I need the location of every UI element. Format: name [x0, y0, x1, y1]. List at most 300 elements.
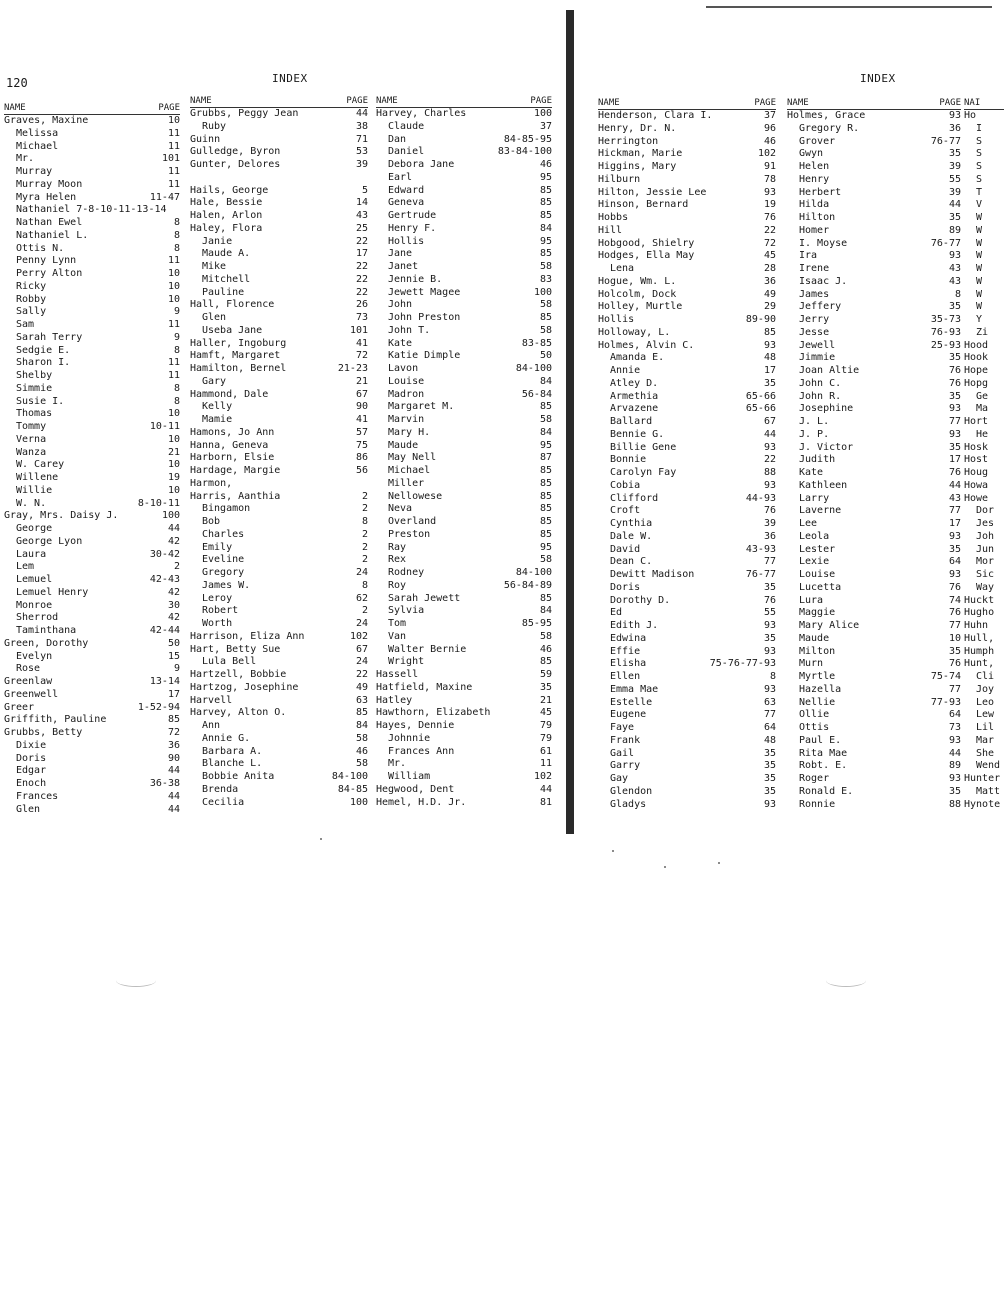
entry-page: 93 [763, 683, 776, 695]
index-entry [598, 378, 776, 391]
entry-name: Hanna, Geneva [190, 439, 269, 451]
index-entry [598, 148, 776, 161]
entry-page: 35 [763, 632, 776, 644]
entry-name: Louise [799, 569, 836, 580]
index-entry [4, 115, 180, 128]
index-entry [4, 357, 180, 370]
entry-name: Nathan Ewel [16, 217, 83, 228]
entry-page: 75-74 [930, 671, 961, 682]
entry-page: 85 [167, 714, 180, 726]
entry-page: 10 [167, 268, 180, 279]
index-entry [190, 248, 368, 261]
index-entry [787, 786, 961, 799]
index-entry [190, 338, 368, 351]
entry-name: Bingamon [202, 503, 251, 515]
entry-page: 26 [355, 299, 368, 311]
entry-name: Mary H. [388, 426, 431, 438]
entry-page: 71 [355, 133, 368, 145]
entry-name: Dorothy D. [610, 594, 671, 606]
entry-name: Homer [799, 224, 830, 236]
index-entry [964, 301, 1004, 314]
entry-name: George [16, 523, 53, 534]
entry-page [1000, 365, 1004, 378]
entry-page [1000, 289, 1004, 302]
entry-page: 84 [539, 605, 552, 617]
entry-page: 93 [948, 530, 961, 542]
index-entry [376, 134, 552, 147]
index-entry [376, 350, 552, 363]
entry-page: 9 [173, 306, 180, 318]
index-entry [190, 440, 368, 453]
entry-name: Holcolm, Dock [598, 288, 677, 300]
entry-name: Helen [799, 161, 830, 172]
entry-name: Myrtle [799, 671, 836, 682]
entry-page: 85 [539, 592, 552, 604]
index-entry [964, 250, 1004, 263]
entry-name: Grubbs, Peggy Jean [190, 108, 299, 119]
index-entry [4, 727, 180, 740]
speck [718, 862, 720, 864]
entry-name: Hunt, [964, 658, 995, 670]
entry-name: Lil [976, 722, 995, 733]
entry-name: Katie Dimple [388, 350, 461, 362]
index-entry [4, 740, 180, 753]
index-entry [787, 799, 961, 812]
entry-name: Ronald E. [799, 785, 854, 797]
index-entry [964, 123, 1004, 136]
entry-page: 35 [763, 747, 776, 759]
index-entry [964, 760, 1004, 773]
entry-page: 77 [948, 683, 961, 695]
entry-name: Hails, George [190, 184, 269, 196]
entry-name: Hartzog, Josephine [190, 681, 299, 693]
entry-page: 84 [539, 222, 552, 234]
punch-hole-mark [826, 974, 866, 987]
entry-name: S [976, 148, 983, 160]
index-entry [376, 478, 552, 491]
entry-name: Monroe [16, 599, 53, 611]
entry-name: Haller, Ingoburg [190, 337, 287, 349]
entry-name: Perry Alton [16, 268, 83, 279]
index-entry [964, 314, 1004, 327]
entry-name: Gunter, Delores [190, 159, 281, 170]
entry-page: 85 [539, 197, 552, 209]
entry-name: Effie [610, 645, 641, 657]
entry-page: 102 [757, 148, 776, 160]
entry-name: Milton [799, 645, 836, 657]
index-entry [787, 735, 961, 748]
entry-name: Maude [388, 439, 419, 451]
entry-name: Gladys [610, 798, 647, 810]
index-entry [598, 454, 776, 467]
entry-name: Holmes, Alvin C. [598, 339, 695, 351]
entry-page: 79 [539, 720, 552, 731]
entry-page [1000, 199, 1004, 212]
entry-page: 44 [763, 428, 776, 440]
index-entry [4, 625, 180, 638]
entry-name: Josephine [799, 403, 854, 415]
entry-name: Ed [610, 607, 623, 619]
entry-page: 85 [539, 184, 552, 196]
entry-name: Cobia [610, 479, 641, 491]
index-entry [964, 365, 1004, 378]
index-entry [4, 204, 180, 217]
entry-name: Herbert [799, 186, 842, 198]
entry-page: 44-93 [745, 492, 776, 504]
entry-name: J. Victor [799, 441, 854, 453]
index-entry [4, 753, 180, 766]
entry-page: 76-77 [930, 135, 961, 147]
index-entry [190, 389, 368, 402]
index-entry [190, 733, 368, 746]
entry-page: 77 [948, 416, 961, 427]
entry-page: 45 [763, 250, 776, 262]
entry-name: Armethia [610, 390, 659, 402]
entry-page: 43 [355, 210, 368, 221]
entry-page: 100 [533, 286, 552, 298]
entry-page: 67 [763, 416, 776, 427]
entry-page: 35 [948, 390, 961, 402]
index-entry [190, 121, 368, 134]
entry-page [1000, 595, 1004, 608]
entry-name: W [976, 301, 983, 313]
index-entry [598, 136, 776, 149]
index-entry [598, 595, 776, 608]
entry-name: Ballard [610, 416, 653, 427]
index-entry [964, 136, 1004, 149]
index-entry [787, 658, 961, 671]
entry-name: Maude [799, 632, 830, 644]
index-entry [190, 758, 368, 771]
entry-name: John Preston [388, 312, 461, 323]
entry-name: Faye [610, 722, 635, 733]
entry-name: Mike [202, 261, 227, 272]
entry-name: Howe [964, 492, 989, 504]
entry-page: 10 [167, 280, 180, 292]
entry-page [1000, 505, 1004, 518]
entry-name: Dan [388, 133, 407, 145]
entry-page [1000, 633, 1004, 646]
index-entry [787, 340, 961, 353]
name-header: NAME [190, 96, 212, 106]
entry-name: J. L. [799, 416, 830, 427]
index-entry [964, 493, 1004, 506]
entry-page: 75-76-77-93 [709, 658, 776, 670]
entry-page [1000, 556, 1004, 569]
index-entry [376, 554, 552, 567]
index-entry [787, 148, 961, 161]
entry-name: Y [976, 314, 983, 325]
index-entry [4, 294, 180, 307]
index-entry [787, 556, 961, 569]
index-entry [190, 529, 368, 542]
entry-name: Kathleen [799, 479, 848, 491]
entry-name: Hosk [964, 441, 989, 453]
entry-name: Paul E. [799, 734, 842, 746]
entry-page: 41 [355, 414, 368, 425]
entry-name: Hogue, Wm. L. [598, 275, 677, 287]
index-entry [376, 797, 552, 810]
index-entry [598, 633, 776, 646]
entry-page: 84-100 [515, 363, 552, 374]
index-entry [598, 352, 776, 365]
index-entry [4, 166, 180, 179]
index-entry [190, 669, 368, 682]
entry-name: S [976, 135, 983, 147]
entry-name: Cli [976, 671, 995, 682]
entry-name: Simmie [16, 382, 53, 394]
entry-page: 44 [948, 479, 961, 491]
entry-page [1000, 187, 1004, 200]
index-entry [190, 695, 368, 708]
index-entry [598, 760, 776, 773]
entry-page: 22 [355, 273, 368, 285]
index-entry [376, 121, 552, 134]
column-header [598, 98, 776, 110]
entry-name: Harvey, Alton O. [190, 707, 287, 719]
entry-page: 95 [539, 171, 552, 183]
index-entry [787, 633, 961, 646]
index-entry [787, 212, 961, 225]
entry-name: Frances Ann [388, 745, 455, 757]
index-entry [964, 110, 1004, 123]
entry-page: 76-77 [745, 569, 776, 580]
entry-name: Gay [610, 773, 629, 784]
index-title-left: INDEX [272, 72, 308, 85]
index-entry [598, 544, 776, 557]
entry-name: Hardage, Margie [190, 465, 281, 476]
index-entry [598, 174, 776, 187]
entry-name: Bobbie Anita [202, 771, 275, 782]
name-header: NAI [964, 98, 981, 108]
entry-page: 43 [948, 492, 961, 504]
index-entry [787, 301, 961, 314]
entry-name: Dor [976, 505, 995, 517]
entry-name: Hinson, Bernard [598, 199, 689, 211]
index-entry [598, 442, 776, 455]
entry-page: 22 [355, 261, 368, 272]
entry-page [1000, 684, 1004, 697]
index-entry [190, 720, 368, 733]
entry-name: Louise [388, 375, 425, 387]
index-entry [787, 646, 961, 659]
index-entry [787, 238, 961, 251]
entry-page: 67 [355, 388, 368, 400]
index-entry [190, 172, 368, 185]
entry-page: 11 [167, 127, 180, 139]
index-entry [787, 709, 961, 722]
entry-name: Huhn [964, 620, 989, 631]
entry-name: Enoch [16, 778, 47, 789]
entry-name: Glen [16, 803, 41, 815]
entry-name: Greenwell [4, 688, 59, 700]
entry-name: Hartzell, Bobbie [190, 669, 287, 680]
entry-name: Joh [976, 530, 995, 542]
entry-page [1000, 123, 1004, 136]
entry-page: 21 [167, 446, 180, 458]
entry-page: 35 [539, 681, 552, 693]
index-entry [787, 620, 961, 633]
entry-name: James W. [202, 579, 251, 591]
index-entry [190, 185, 368, 198]
index-entry [964, 799, 1004, 812]
column-header [376, 96, 552, 108]
entry-name: W. N. [16, 497, 47, 509]
index-entry [4, 459, 180, 472]
entry-name: Hobbs [598, 212, 629, 223]
entry-page: 64 [948, 709, 961, 721]
index-entry [598, 531, 776, 544]
index-entry [787, 697, 961, 710]
entry-page: 72 [763, 237, 776, 249]
entry-page: 84 [539, 426, 552, 438]
index-entry [190, 376, 368, 389]
entry-name: Mary Alice [799, 620, 860, 631]
entry-page: 2 [361, 554, 368, 566]
entry-name: Worth [202, 618, 233, 629]
entry-name: Bob [202, 516, 221, 527]
index-entry [4, 281, 180, 294]
entry-page: 102 [533, 771, 552, 782]
entry-page: 2 [361, 490, 368, 502]
index-entry [787, 442, 961, 455]
entry-page: 10 [167, 115, 180, 126]
entry-page [1000, 148, 1004, 161]
entry-name: Elisha [610, 658, 647, 670]
index-entry [964, 263, 1004, 276]
entry-page: 85 [539, 477, 552, 489]
entry-page: 81 [539, 796, 552, 808]
index-entry [376, 784, 552, 797]
index-entry [376, 567, 552, 580]
index-entry [190, 299, 368, 312]
index-entry [598, 607, 776, 620]
index-entry [4, 243, 180, 256]
entry-name: Doris [16, 752, 47, 764]
index-entry [376, 427, 552, 440]
entry-name: Geneva [388, 197, 425, 209]
index-entry [376, 682, 552, 695]
entry-page: 86 [355, 452, 368, 464]
entry-name: Shelby [16, 370, 53, 381]
index-entry [190, 350, 368, 363]
entry-page: 42 [167, 612, 180, 624]
index-entry [598, 365, 776, 378]
entry-page: 35 [948, 212, 961, 223]
index-entry [787, 722, 961, 735]
index-column-4 [598, 98, 776, 811]
entry-page: 24 [355, 567, 368, 578]
index-entry [787, 582, 961, 595]
entry-name: Sic [976, 569, 995, 580]
entry-page: 43 [948, 275, 961, 287]
entry-page: 39 [763, 518, 776, 529]
entry-name: Jesse [799, 326, 830, 338]
index-entry [4, 612, 180, 625]
entry-name: W [976, 250, 983, 262]
index-entry [964, 454, 1004, 467]
entry-page: 46 [539, 159, 552, 170]
entry-page: 35 [763, 760, 776, 772]
entry-name: Tommy [16, 421, 47, 432]
entry-name: Madron [388, 388, 425, 400]
index-entry [376, 210, 552, 223]
index-entry [190, 146, 368, 159]
index-entry [190, 401, 368, 414]
entry-name: Murray [16, 166, 53, 177]
entry-page [364, 172, 368, 185]
entry-page: 36 [167, 739, 180, 751]
entry-page: 77-93 [930, 696, 961, 708]
entry-page [1000, 722, 1004, 735]
entry-page: 79 [539, 732, 552, 744]
entry-page: 44 [539, 783, 552, 795]
index-entry [787, 199, 961, 212]
index-entry [964, 735, 1004, 748]
index-entry [964, 340, 1004, 353]
index-entry [4, 574, 180, 587]
entry-page [1000, 174, 1004, 187]
index-entry [964, 684, 1004, 697]
entry-name: Lemuel Henry [16, 586, 89, 598]
entry-page: 11 [167, 140, 180, 152]
index-entry [787, 607, 961, 620]
column-header [4, 103, 180, 115]
entry-page: 30-42 [149, 548, 180, 560]
entry-name: Nellowese [388, 490, 443, 502]
index-entry [787, 493, 961, 506]
index-entry [598, 238, 776, 251]
entry-name: He [976, 428, 989, 440]
entry-page: 64 [948, 556, 961, 568]
index-entry [190, 784, 368, 797]
index-entry [376, 338, 552, 351]
entry-name: Sarah Jewett [388, 592, 461, 604]
index-entry [4, 778, 180, 791]
punch-hole-mark [116, 974, 156, 987]
entry-name: Billie Gene [610, 441, 677, 453]
entry-page: 56 [355, 465, 368, 476]
entry-name: Hope [964, 365, 989, 376]
entry-page: 11 [167, 166, 180, 177]
entry-page: 11 [167, 370, 180, 381]
index-entry [4, 192, 180, 205]
index-entry [598, 289, 776, 302]
entry-name: Glendon [610, 785, 653, 797]
index-entry [787, 263, 961, 276]
entry-page: 59 [539, 669, 552, 680]
entry-name: Humph [964, 645, 995, 657]
index-entry [598, 620, 776, 633]
entry-name: Hilton, Jessie Lee [598, 186, 707, 198]
index-entry [598, 646, 776, 659]
entry-name: Nellie [799, 696, 836, 708]
entry-name: W. Carey [16, 459, 65, 471]
entry-name: Gertrude [388, 210, 437, 221]
entry-name: Annie [610, 365, 641, 376]
entry-page: 90 [355, 401, 368, 413]
entry-page: 2 [361, 503, 368, 515]
entry-page: 8 [769, 671, 776, 682]
index-entry [190, 108, 368, 121]
entry-name: Edith J. [610, 620, 659, 631]
index-column-6 [964, 98, 1004, 811]
index-entry [964, 646, 1004, 659]
index-entry [787, 760, 961, 773]
index-entry [376, 529, 552, 542]
entry-name: Margaret M. [388, 401, 455, 413]
entry-page: 61 [539, 745, 552, 757]
